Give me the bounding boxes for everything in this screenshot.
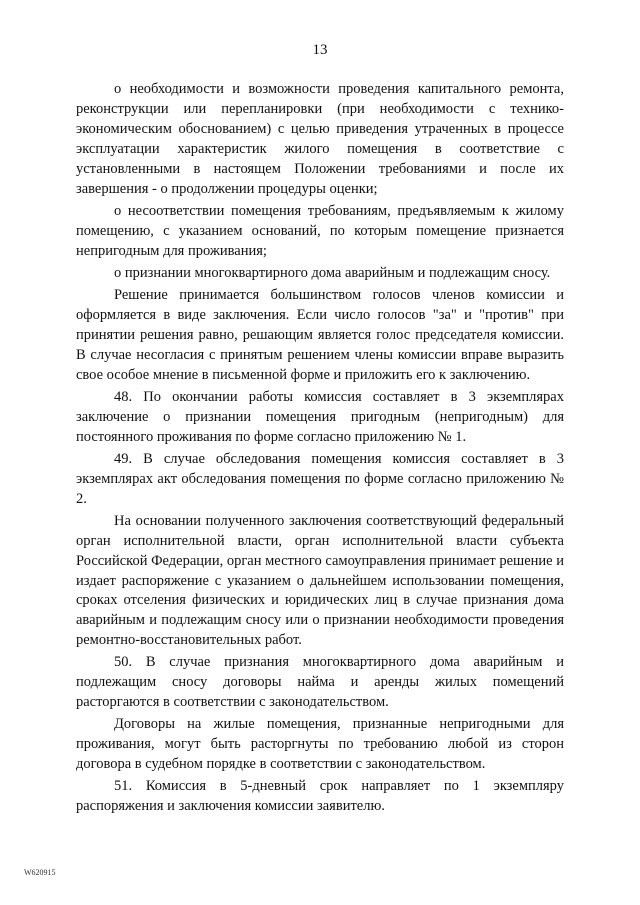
paragraph-item-48: 48. По окончании работы комиссия составляет в 3 экземплярах заключение о признании помещения пригодным (непригодным) для постоянного проживания по форме согласно приложению № 1. [76, 388, 564, 445]
paragraph-emergency-house-conclusion: о признании многоквартирного дома аварийным и подлежащим сносу. [114, 264, 551, 281]
footer-code: W620915 [24, 868, 56, 877]
paragraph-repair-conclusion: о необходимости и возможности проведения капитального ремонта, реконструкции или перепланировки (при необходимости с технико-экономическим обоснованием) с целью приведения утраченных в процессе эксплуатации характеристик жилого помещения в соответствие с установленными в настоящем Положении требованиями и после их завершения - о продолжении процедуры оценки; [76, 81, 564, 197]
document-body [76, 80, 564, 820]
page-number: 13 [312, 42, 328, 58]
paragraph-contract-termination: Договоры на жилые помещения, признанные непригодными для проживания, могут быть расторгнуты по требованию любой из сторон договора в судебном порядке в соответствии с законодательством. [76, 716, 564, 773]
paragraph-item-49: 49. В случае обследования помещения комиссия составляет в 3 экземплярах акт обследования помещения по форме согласно приложению № 2. [76, 450, 564, 507]
paragraph-authority-decision: На основании полученного заключения соответствующий федеральный орган исполнительной власти, орган исполнительной власти субъекта Российской Федерации, орган местного самоуправления принимает решение и издает распоряжение с указанием о дальнейшем использовании помещения, сроках отселения физических и юридических лиц в случае признания дома аварийным и подлежащим сносу или о признании необходимости проведения ремонтно-восстановительных работ. [76, 512, 564, 649]
paragraph-item-50: 50. В случае признания многоквартирного дома аварийным и подлежащим сносу договоры найма и аренды жилых помещений расторгаются в соответствии с законодательством. [76, 654, 564, 711]
paragraph-decision-rules: Решение принимается большинством голосов членов комиссии и оформляется в виде заключения. Если число голосов "за" и "против" при принятии решения равно, решающим является голос председателя комиссии. В случае несогласия с принятым решением члены комиссии вправе выразить свое особое мнение в письменной форме и приложить его к заключению. [76, 286, 564, 383]
paragraph-item-51: 51. Комиссия в 5-дневный срок направляет по 1 экземпляру распоряжения и заключения комиссии заявителю. [76, 778, 564, 815]
paragraph-noncompliance-conclusion: о несоответствии помещения требованиям, предъявляемым к жилому помещению, с указанием оснований, по которым помещение признается непригодным для проживания; [76, 202, 564, 259]
